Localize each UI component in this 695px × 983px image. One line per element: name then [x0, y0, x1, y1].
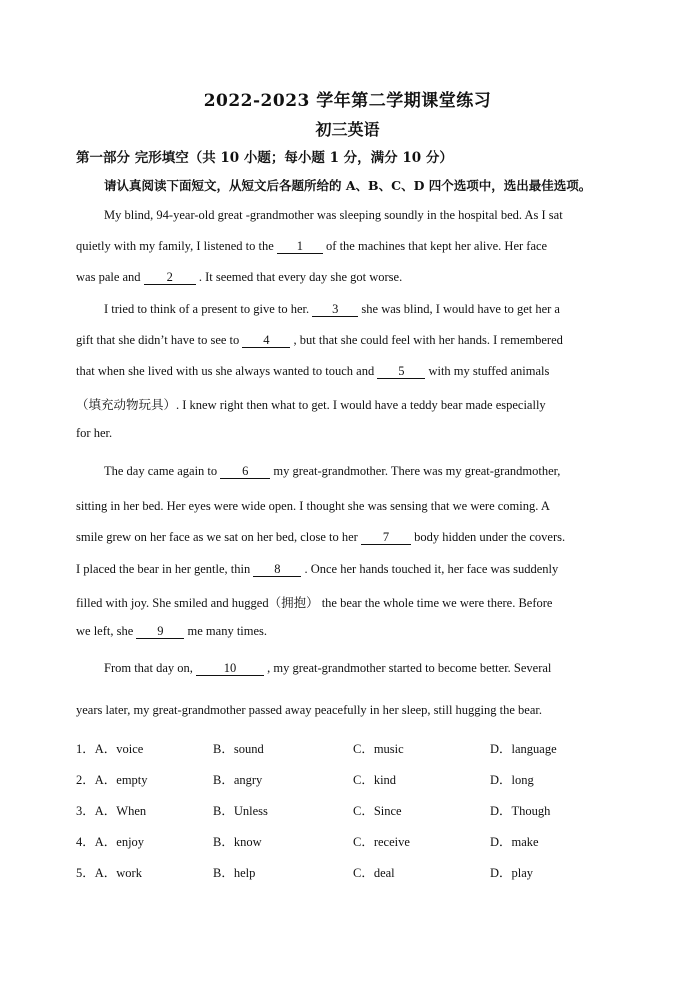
option-1b: B．sound	[213, 742, 264, 756]
option-4a: 4．A．enjoy	[76, 835, 145, 849]
passage-line: was pale and 2 . It seemed that every day she got worse.	[76, 270, 403, 284]
passage-line: smile grew on her face as we sat on her bed, close to her 7 body hidden under the covers.	[76, 530, 566, 544]
passage-line: quietly with my family, I listened to the 1 of the machines that kept her alive. Her face	[76, 239, 548, 253]
option-5b: B．help	[213, 866, 256, 880]
passage-line: that when she lived with us she always wanted to touch and 5 with my stuffed animals	[76, 364, 550, 378]
option-4c: C．receive	[353, 835, 410, 849]
option-3d: D．Though	[490, 804, 551, 818]
page-title: 2022-2023 学年第二学期课堂练习	[203, 91, 492, 111]
blank-6: 6	[220, 465, 270, 479]
passage-line: for her.	[76, 426, 113, 440]
blank-3: 3	[312, 303, 358, 317]
option-2d: D．long	[490, 773, 534, 787]
option-3a: 3．A．When	[76, 804, 147, 818]
option-3b: B．Unless	[213, 804, 268, 818]
blank-4: 4	[242, 334, 290, 348]
blank-2: 2	[144, 271, 196, 285]
blank-8: 8	[253, 563, 301, 577]
option-3c: C．Since	[353, 804, 402, 818]
passage-line: My blind, 94-year-old great -grandmother was sleeping soundly in the hospital bed. As I sat	[104, 208, 563, 222]
passage-line: I tried to think of a present to give to her. 3 she was blind, I would have to get her a	[104, 302, 560, 316]
passage-line: gift that she didn’t have to see to 4 , but that she could feel with her hands. I remembered	[76, 333, 563, 347]
section-heading: 第一部分 完形填空（共 10 小题；每小题 1 分，满分 10 分）	[76, 150, 453, 166]
blank-5: 5	[377, 365, 425, 379]
passage-line: From that day on, 10 , my great-grandmother started to become better. Several	[104, 661, 552, 675]
option-2b: B．angry	[213, 773, 263, 787]
option-1d: D．language	[490, 742, 557, 756]
instruction-text: 请认真阅读下面短文，从短文后各题所给的 A、B、C、D 四个选项中，选出最佳选项。	[104, 178, 592, 193]
option-5c: C．deal	[353, 866, 395, 880]
passage-line: filled with joy. She smiled and hugged（拥抱） the bear the whole time we were there. Before	[76, 596, 553, 610]
passage-line: I placed the bear in her gentle, thin 8 . Once her hands touched it, her face was suddenly	[76, 562, 559, 576]
blank-7: 7	[361, 531, 411, 545]
option-5d: D．play	[490, 866, 534, 880]
option-4b: B．know	[213, 835, 262, 849]
option-2c: C．kind	[353, 773, 397, 787]
option-1a: 1．A．voice	[76, 742, 144, 756]
page-subtitle: 初三英语	[315, 120, 380, 139]
passage-line: we left, she 9 me many times.	[76, 624, 268, 638]
option-2a: 2．A．empty	[76, 773, 148, 787]
blank-9: 9	[136, 625, 184, 639]
passage-line: years later, my great-grandmother passed away peacefully in her sleep, still hugging the bear.	[76, 703, 542, 717]
passage-line: （填充动物玩具）. I knew right then what to get. I would have a teddy bear made especially	[76, 398, 546, 412]
option-1c: C．music	[353, 742, 404, 756]
passage-line: sitting in her bed. Her eyes were wide open. I thought she was sensing that we were coming. A	[76, 499, 550, 513]
blank-10: 10	[196, 662, 264, 676]
passage-line: The day came again to 6 my great-grandmother. There was my great-grandmother,	[104, 464, 561, 478]
option-4d: D．make	[490, 835, 539, 849]
blank-1: 1	[277, 240, 323, 254]
option-5a: 5．A．work	[76, 866, 142, 880]
